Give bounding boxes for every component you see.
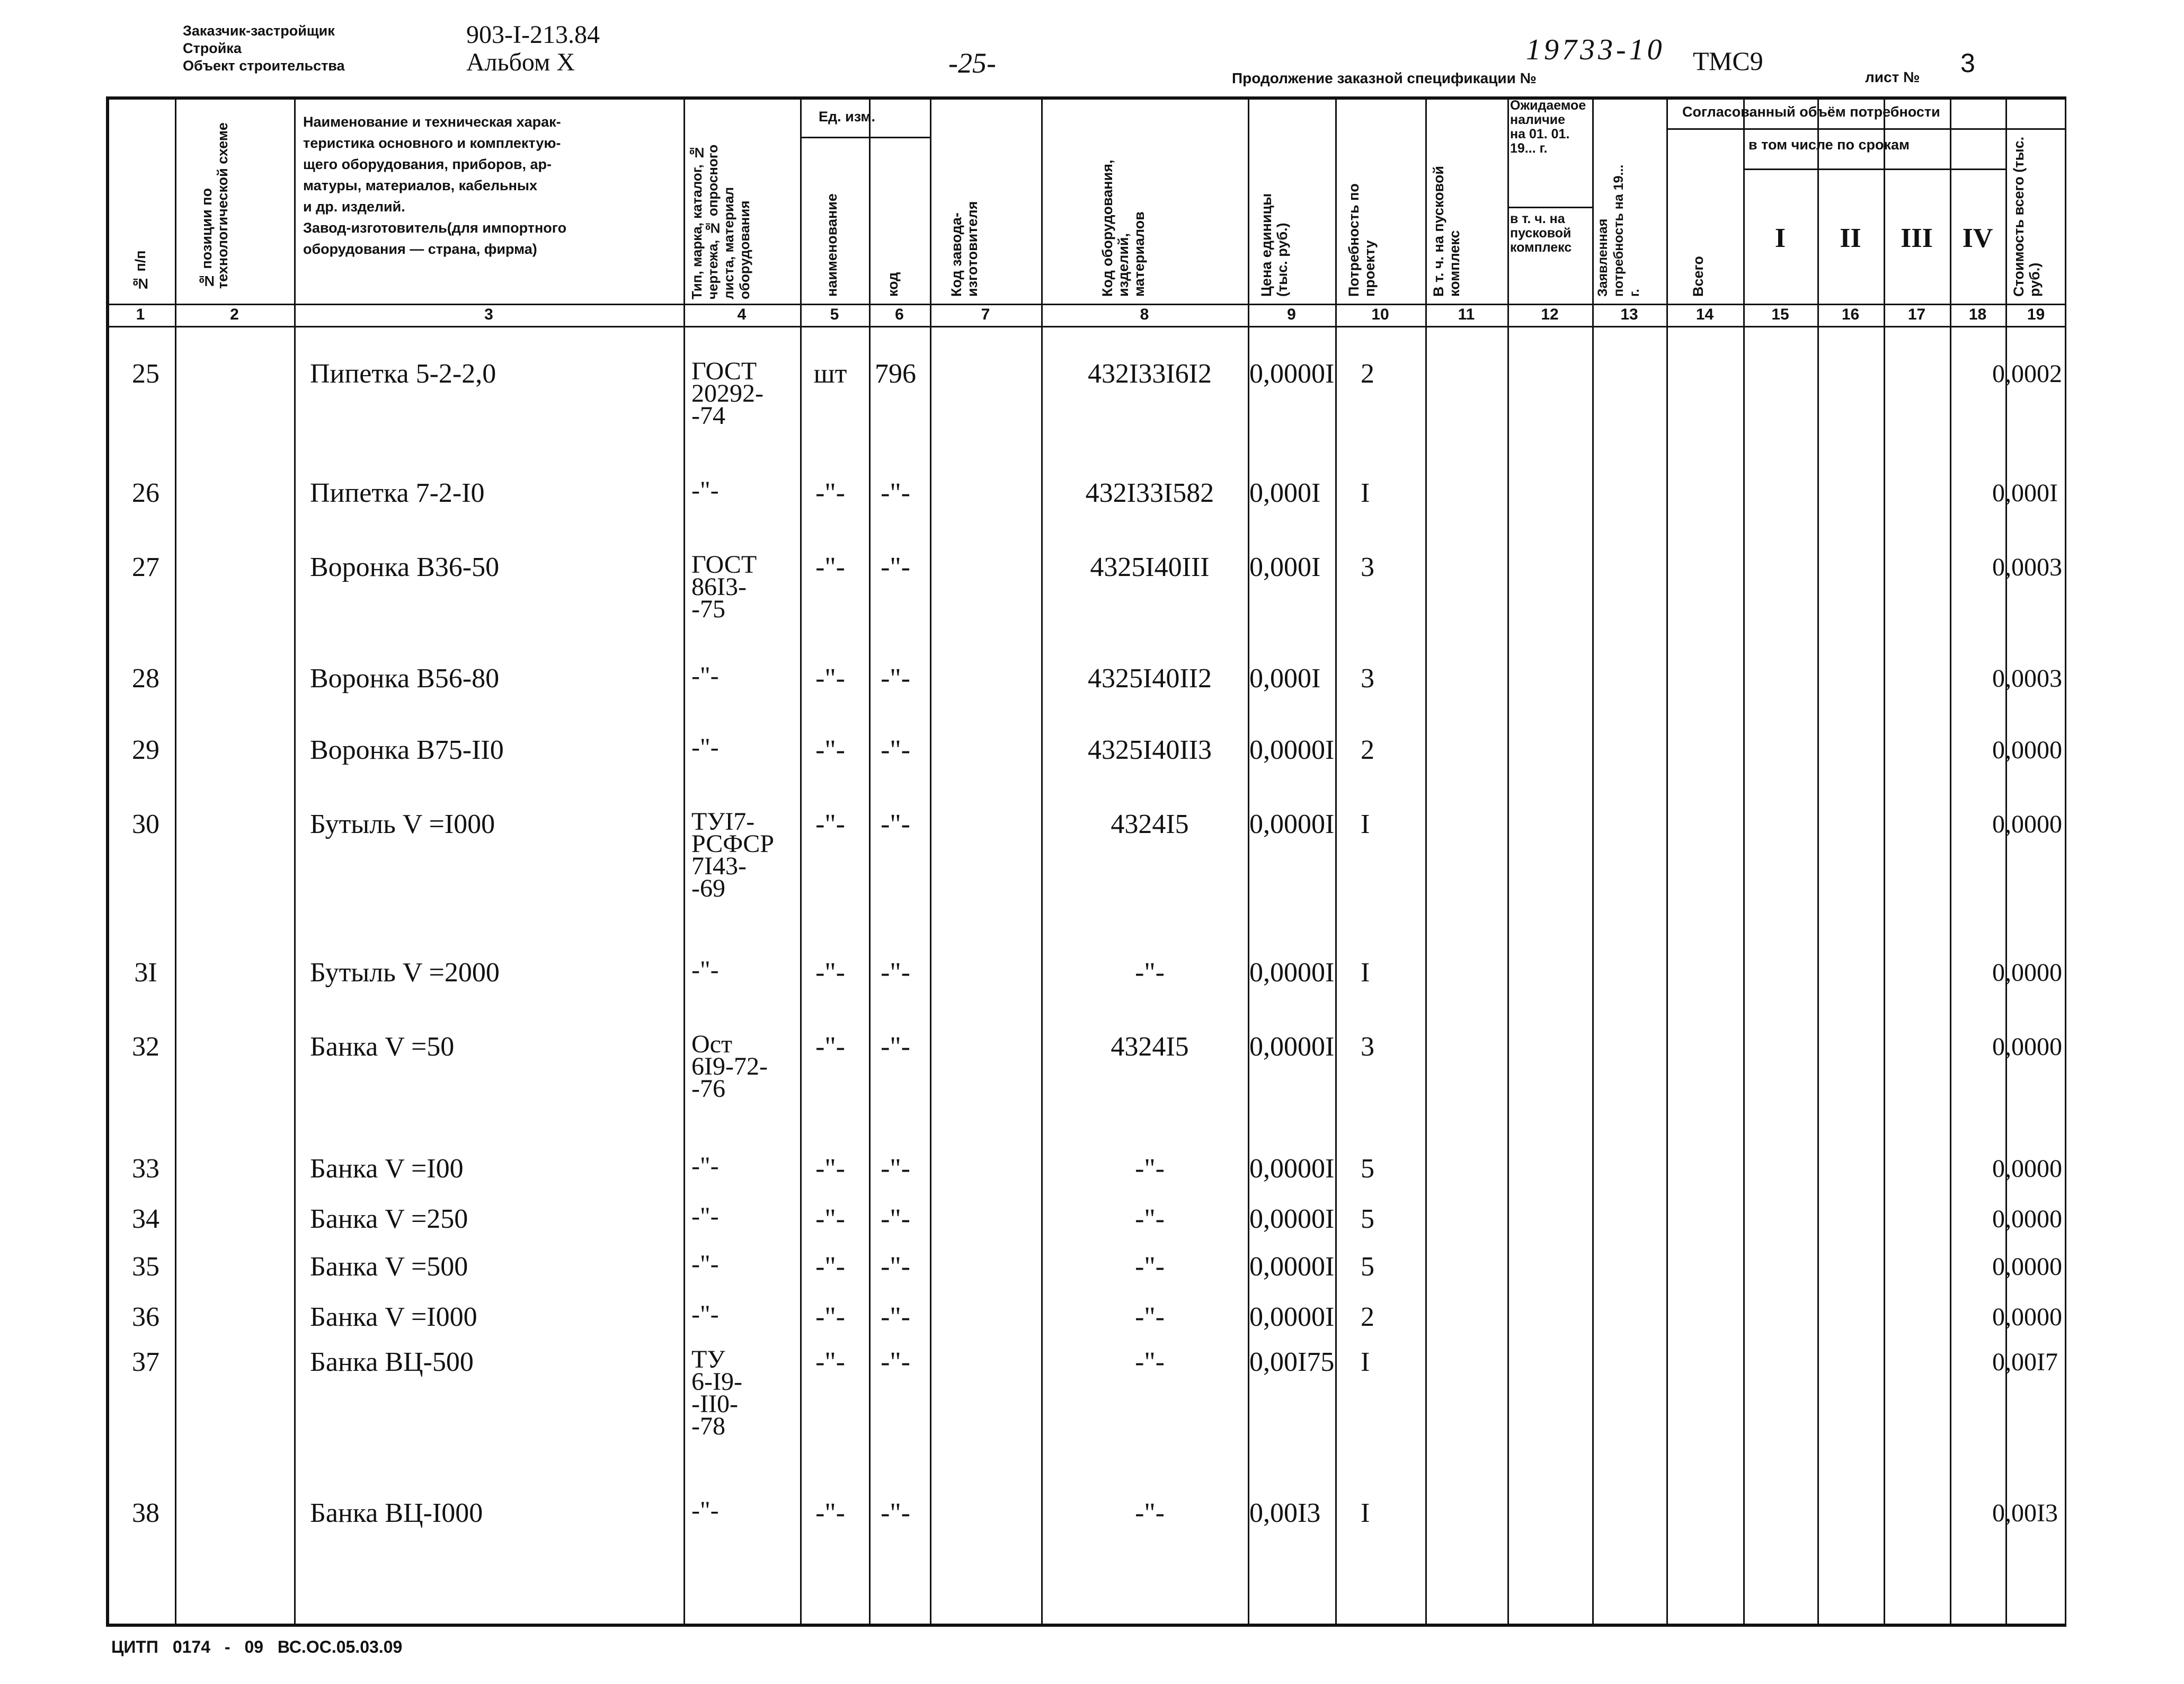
item-code: 432I33I582 bbox=[1085, 478, 1214, 508]
total-cost: 0,00I3 bbox=[1992, 1499, 2058, 1527]
page-mark: -25- bbox=[948, 47, 996, 79]
col-header-1: № п/п bbox=[132, 250, 148, 291]
total-cost: 0,0003 bbox=[1992, 664, 2062, 693]
row-number: 32 bbox=[132, 1032, 159, 1062]
required-quantity: 3 bbox=[1361, 552, 1374, 582]
col-header-6: код bbox=[885, 272, 901, 297]
unit-price: 0,0000I bbox=[1249, 958, 1335, 988]
required-quantity: 3 bbox=[1361, 663, 1374, 694]
item-name: Пипетка 7-2-I0 bbox=[310, 478, 485, 508]
total-cost: 0,0000 bbox=[1992, 1205, 2062, 1233]
row-number: 29 bbox=[132, 735, 159, 765]
total-cost: 0,0000 bbox=[1992, 959, 2062, 987]
total-cost: 0,0000 bbox=[1992, 810, 2062, 838]
unit-code: -"- bbox=[881, 1204, 910, 1234]
col-header-12-bottom: в т. ч. на пусковой комплекс bbox=[1510, 211, 1572, 255]
unit-price: 0,0000I bbox=[1249, 359, 1335, 389]
item-standard: ТУ 6-I9- -II0- -78 bbox=[691, 1345, 742, 1440]
column-number: 4 bbox=[737, 306, 747, 323]
unit-price: 0,000I bbox=[1249, 478, 1321, 508]
unit-code: -"- bbox=[881, 1252, 910, 1282]
unit-price: 0,000I bbox=[1249, 663, 1321, 694]
col-header-7: Код завода-изготовителя bbox=[948, 201, 980, 297]
required-quantity: I bbox=[1361, 478, 1370, 508]
column-number: 16 bbox=[1841, 306, 1860, 323]
unit-code: -"- bbox=[881, 1347, 910, 1377]
unit-price: 0,0000I bbox=[1249, 1204, 1335, 1234]
album-label: Альбом X bbox=[466, 48, 575, 76]
unit-name: шт bbox=[813, 359, 847, 389]
unit-name: -"- bbox=[815, 478, 845, 508]
required-quantity: 5 bbox=[1361, 1154, 1374, 1184]
grid-hline bbox=[800, 137, 930, 138]
column-number: 19 bbox=[2027, 306, 2045, 323]
unit-group-header: Ед. изм. bbox=[819, 109, 875, 125]
required-quantity: I bbox=[1361, 809, 1370, 839]
item-name: Бутыль V =2000 bbox=[310, 958, 500, 988]
required-quantity: I bbox=[1361, 1498, 1370, 1528]
item-name: Банка V =250 bbox=[310, 1204, 468, 1234]
item-standard: -"- bbox=[691, 476, 719, 504]
item-standard: ГОСТ 86I3- -75 bbox=[691, 551, 757, 623]
by-terms-header: в том числе по срокам bbox=[1748, 137, 1910, 153]
unit-price: 0,0000I bbox=[1249, 735, 1335, 765]
required-quantity: 2 bbox=[1361, 735, 1374, 765]
required-quantity: I bbox=[1361, 1347, 1370, 1377]
item-code: -"- bbox=[1135, 958, 1165, 988]
unit-name: -"- bbox=[815, 958, 845, 988]
quarter-4: IV bbox=[1962, 223, 1993, 253]
total-cost: 0,00I7 bbox=[1992, 1348, 2058, 1376]
unit-name: -"- bbox=[815, 1498, 845, 1528]
column-number: 7 bbox=[981, 306, 990, 323]
item-name: Банка V =50 bbox=[310, 1032, 455, 1062]
column-number: 15 bbox=[1771, 306, 1789, 323]
column-number: 10 bbox=[1371, 306, 1389, 323]
col-header-12-top: Ожидаемое наличие на 01. 01. 19... г. bbox=[1510, 98, 1586, 156]
column-number: 9 bbox=[1287, 306, 1296, 323]
unit-price: 0,0000I bbox=[1249, 1032, 1335, 1062]
col-header-10: Потребность по проекту bbox=[1346, 183, 1378, 297]
column-number: 8 bbox=[1140, 306, 1149, 323]
item-standard: ТУI7- РСФСР 7I43- -69 bbox=[691, 808, 774, 902]
header-labels bbox=[183, 22, 345, 75]
unit-price: 0,0000I bbox=[1249, 1302, 1335, 1332]
required-quantity: 2 bbox=[1361, 1302, 1374, 1332]
col-header-4: Тип, марка, каталог, № чертежа, № опросного листа, материал оборудования bbox=[689, 144, 752, 299]
grid-hline bbox=[1666, 128, 2066, 130]
grid-hline bbox=[1743, 169, 2005, 170]
row-number: 27 bbox=[132, 552, 159, 582]
unit-price: 0,00I75 bbox=[1249, 1347, 1335, 1377]
column-number: 2 bbox=[230, 306, 239, 323]
item-name: Пипетка 5-2-2,0 bbox=[310, 359, 496, 389]
row-number: 30 bbox=[132, 809, 159, 839]
item-name: Банка V =I00 bbox=[310, 1154, 464, 1184]
unit-code: -"- bbox=[881, 1302, 910, 1332]
row-number: 33 bbox=[132, 1154, 159, 1184]
unit-name: -"- bbox=[815, 1302, 845, 1332]
item-code: -"- bbox=[1135, 1302, 1165, 1332]
unit-code: -"- bbox=[881, 1032, 910, 1062]
unit-code: -"- bbox=[881, 1154, 910, 1184]
item-standard: -"- bbox=[691, 956, 719, 984]
row-number: 25 bbox=[132, 359, 159, 389]
item-code: -"- bbox=[1135, 1154, 1165, 1184]
unit-code: 796 bbox=[875, 359, 916, 389]
total-cost: 0,0000 bbox=[1992, 736, 2062, 764]
grid-hline bbox=[1507, 207, 1592, 208]
unit-name: -"- bbox=[815, 663, 845, 694]
col-header-11: В т. ч. на пусковой комплекс bbox=[1431, 165, 1462, 297]
row-number: 35 bbox=[132, 1252, 159, 1282]
item-name: Воронка В36-50 bbox=[310, 552, 500, 582]
agreed-volume-header: Согласованный объём потребности bbox=[1682, 104, 1940, 120]
item-code: -"- bbox=[1135, 1498, 1165, 1528]
item-code: 4325I40II3 bbox=[1088, 735, 1212, 765]
item-name: Воронка В56-80 bbox=[310, 663, 500, 694]
item-standard: -"- bbox=[691, 662, 719, 690]
total-cost: 0,0002 bbox=[1992, 360, 2062, 388]
column-number: 18 bbox=[1968, 306, 1987, 323]
continuation-label: Продолжение заказной спецификации № bbox=[1232, 70, 1537, 86]
unit-code: -"- bbox=[881, 552, 910, 582]
tmc-code: ТМС9 bbox=[1693, 46, 1763, 76]
row-number: 34 bbox=[132, 1204, 159, 1234]
total-cost: 0,0000 bbox=[1992, 1303, 2062, 1331]
column-number: 13 bbox=[1620, 306, 1638, 323]
item-standard: -"- bbox=[691, 733, 719, 761]
footer-code: ЦИТП 0174 - 09 ВС.ОС.05.03.09 bbox=[111, 1637, 403, 1656]
unit-code: -"- bbox=[881, 809, 910, 839]
unit-name: -"- bbox=[815, 1204, 845, 1234]
unit-price: 0,0000I bbox=[1249, 809, 1335, 839]
item-name: Банка ВЦ-500 bbox=[310, 1347, 474, 1377]
column-number: 14 bbox=[1695, 306, 1714, 323]
row-number: 36 bbox=[132, 1302, 159, 1332]
item-standard: -"- bbox=[691, 1250, 719, 1278]
item-code: 432I33I6I2 bbox=[1088, 359, 1212, 389]
required-quantity: I bbox=[1361, 958, 1370, 988]
item-standard: -"- bbox=[691, 1300, 719, 1328]
total-cost: 0,0000 bbox=[1992, 1033, 2062, 1061]
unit-code: -"- bbox=[881, 663, 910, 694]
col-header-8: Код оборудования, изделий, материалов bbox=[1099, 159, 1147, 297]
unit-code: -"- bbox=[881, 1498, 910, 1528]
total-cost: 0,0003 bbox=[1992, 553, 2062, 581]
item-code: 4324I5 bbox=[1111, 1032, 1189, 1062]
required-quantity: 2 bbox=[1361, 359, 1374, 389]
item-name: Воронка В75-II0 bbox=[310, 735, 504, 765]
document-code-block bbox=[466, 21, 600, 76]
row-number: 28 bbox=[132, 663, 159, 694]
item-code: -"- bbox=[1135, 1204, 1165, 1234]
customer-label: Заказчик-застройщик bbox=[183, 23, 335, 39]
unit-name: -"- bbox=[815, 1347, 845, 1377]
item-standard: -"- bbox=[691, 1152, 719, 1180]
grid-hline bbox=[106, 326, 2066, 327]
unit-price: 0,0000I bbox=[1249, 1154, 1335, 1184]
column-number: 17 bbox=[1907, 306, 1926, 323]
item-name: Банка ВЦ-I000 bbox=[310, 1498, 483, 1528]
column-number: 3 bbox=[484, 306, 493, 323]
quarter-1: I bbox=[1774, 223, 1786, 253]
item-code: 4325I40II2 bbox=[1088, 663, 1212, 694]
required-quantity: 3 bbox=[1361, 1032, 1374, 1062]
item-standard: ГОСТ 20292- -74 bbox=[691, 357, 763, 430]
sheet-label: лист № bbox=[1865, 69, 1920, 85]
unit-name: -"- bbox=[815, 1154, 845, 1184]
total-cost: 0,0000 bbox=[1992, 1155, 2062, 1183]
unit-code: -"- bbox=[881, 478, 910, 508]
required-quantity: 5 bbox=[1361, 1204, 1374, 1234]
item-standard: -"- bbox=[691, 1496, 719, 1525]
row-number: 38 bbox=[132, 1498, 159, 1528]
col-header-19: Стоимость всего (тыс. руб.) bbox=[2011, 136, 2043, 297]
sheet-number: 3 bbox=[1960, 48, 1975, 78]
item-name: Банка V =I000 bbox=[310, 1302, 477, 1332]
unit-price: 0,0000I bbox=[1249, 1252, 1335, 1282]
column-number: 1 bbox=[136, 306, 145, 323]
item-code: 4325I40III bbox=[1090, 552, 1210, 582]
unit-price: 0,00I3 bbox=[1249, 1498, 1321, 1528]
item-code: 4324I5 bbox=[1111, 809, 1189, 839]
item-code: -"- bbox=[1135, 1252, 1165, 1282]
unit-name: -"- bbox=[815, 1252, 845, 1282]
col-header-3: Наименование и техническая харак- теристика основного и комплектую- щего оборудования, приборов, ар- матуры, материалов, кабельных и др. изделий. Завод-изготовитель(для импортного оборудования — страна, фирма) bbox=[303, 114, 567, 257]
col-header-13: Заявленная потребность на 19... г. bbox=[1595, 164, 1642, 297]
quarter-3: III bbox=[1901, 223, 1933, 253]
unit-price: 0,000I bbox=[1249, 552, 1321, 582]
item-standard: Ост 6I9-72- -76 bbox=[691, 1030, 768, 1103]
col-header-5: наименование bbox=[824, 193, 840, 297]
item-name: Бутыль V =I000 bbox=[310, 809, 495, 839]
col-header-9: Цена единицы (тыс. руб.) bbox=[1258, 193, 1290, 297]
item-code: -"- bbox=[1135, 1347, 1165, 1377]
column-number: 6 bbox=[895, 306, 904, 323]
total-cost: 0,0000 bbox=[1992, 1253, 2062, 1281]
required-quantity: 5 bbox=[1361, 1252, 1374, 1282]
unit-name: -"- bbox=[815, 552, 845, 582]
unit-name: -"- bbox=[815, 809, 845, 839]
col-header-2: № позиции по технологической схеме bbox=[199, 122, 230, 289]
unit-code: -"- bbox=[881, 735, 910, 765]
unit-name: -"- bbox=[815, 1032, 845, 1062]
quarter-2: II bbox=[1840, 223, 1861, 253]
total-cost: 0,000I bbox=[1992, 479, 2058, 507]
document-code: 903-I-213.84 bbox=[466, 21, 600, 49]
row-number: 26 bbox=[132, 478, 159, 508]
spec-number: 19733-10 bbox=[1526, 33, 1665, 66]
item-standard: -"- bbox=[691, 1202, 719, 1230]
site-label: Стройка bbox=[183, 40, 242, 56]
row-number: 3I bbox=[134, 958, 157, 988]
item-name: Банка V =500 bbox=[310, 1252, 468, 1282]
column-number: 5 bbox=[830, 306, 839, 323]
unit-code: -"- bbox=[881, 958, 910, 988]
column-number: 11 bbox=[1458, 306, 1475, 323]
column-number: 12 bbox=[1541, 306, 1559, 323]
unit-name: -"- bbox=[815, 735, 845, 765]
col-header-14: Всего bbox=[1690, 256, 1706, 297]
row-number: 37 bbox=[132, 1347, 159, 1377]
object-label: Объект строительства bbox=[183, 58, 345, 74]
